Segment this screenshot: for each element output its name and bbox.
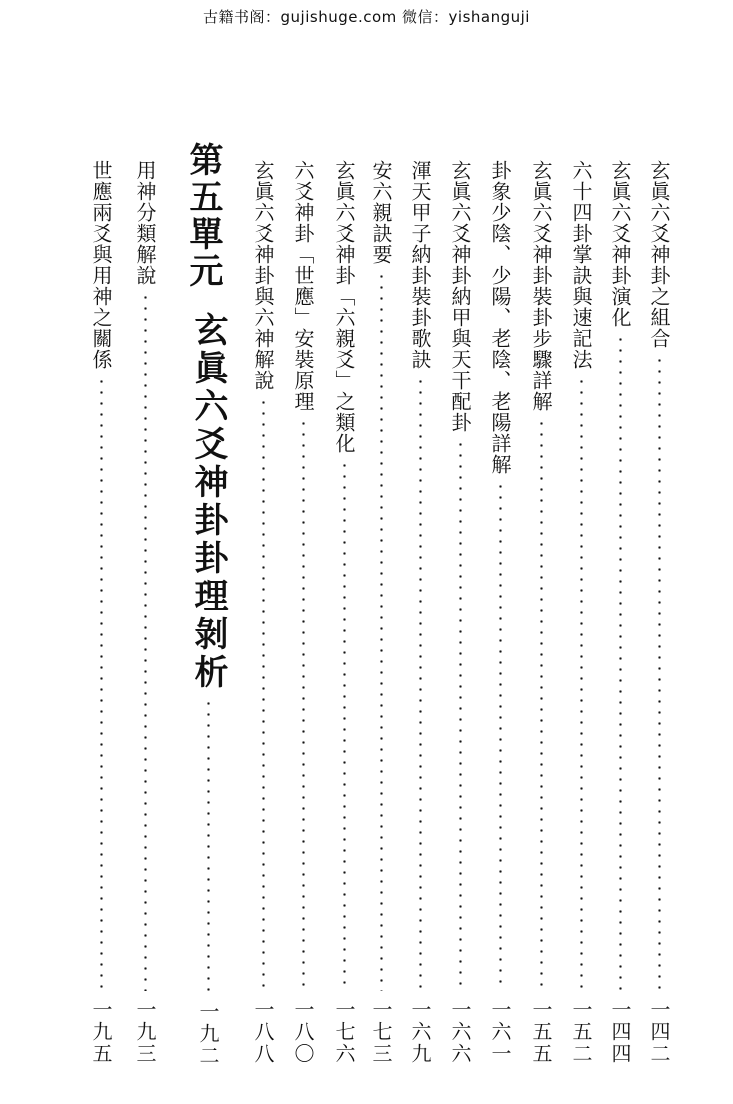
toc-entry-page: 一四四 — [608, 999, 632, 1065]
toc-entry[interactable] — [528, 160, 554, 1065]
toc-entry[interactable] — [88, 160, 114, 1065]
toc-entry[interactable] — [607, 160, 633, 1065]
toc-entry-page: 一五二 — [569, 999, 593, 1065]
toc-entry[interactable] — [447, 160, 473, 1065]
toc-entry[interactable] — [368, 160, 394, 1065]
toc-entry[interactable] — [132, 160, 158, 1065]
toc-entry-page: 一九二 — [196, 1001, 220, 1067]
toc-entry-title: 渾天甲子納卦裝卦歌訣 — [408, 160, 432, 370]
toc-entry[interactable] — [407, 160, 433, 1065]
toc-entry-page: 一七六 — [332, 999, 356, 1065]
dot-leader — [658, 355, 661, 991]
unit-heading: 第五單元 — [183, 142, 223, 290]
toc-entry-page: 一五五 — [529, 999, 553, 1065]
dot-leader — [262, 397, 265, 991]
dot-leader — [499, 481, 502, 991]
toc-entry-title: 用神分類解說 — [133, 160, 157, 286]
toc-entry-page: 一八〇 — [291, 999, 315, 1065]
toc-entry[interactable] — [331, 160, 357, 1065]
toc-entry-title: 玄眞六爻神卦卦理剝析 — [188, 312, 228, 692]
dot-leader — [580, 376, 583, 991]
toc-entry-page: 一四二 — [647, 999, 671, 1065]
toc-entry[interactable] — [290, 160, 316, 1065]
dot-leader — [343, 460, 346, 991]
dot-leader — [302, 418, 305, 991]
toc-entry-title: 玄眞六爻神卦與六神解說 — [251, 160, 275, 391]
toc-entry-unit-title[interactable] — [182, 312, 234, 1067]
toc-entry-title: 安六親訣要 — [369, 160, 393, 265]
toc-entry-title: 玄眞六爻神卦納甲與天干配卦 — [448, 160, 472, 433]
toc-entry[interactable] — [568, 160, 594, 1065]
toc-entry-title: 卦象少陰、少陽、老陰、老陽詳解 — [488, 160, 512, 475]
dot-leader — [380, 271, 383, 991]
dot-leader — [619, 334, 622, 991]
toc-entry-title: 世應兩爻與用神之關係 — [89, 160, 113, 370]
toc-entry-title: 六爻神卦「世應」安裝原理 — [291, 160, 315, 412]
dot-leader — [144, 292, 147, 991]
toc-entry-page: 一八八 — [251, 999, 275, 1065]
toc-entry-page: 一九三 — [133, 999, 157, 1065]
dot-leader — [419, 376, 422, 991]
toc-entry-title: 玄眞六爻神卦之組合 — [647, 160, 671, 349]
toc-entry-page: 一九五 — [89, 999, 113, 1065]
toc-entry-title: 玄眞六爻神卦演化 — [608, 160, 632, 328]
dot-leader — [207, 698, 210, 993]
toc-entry-page: 一六六 — [448, 999, 472, 1065]
toc-entry[interactable] — [646, 160, 672, 1065]
toc-entry-title: 六十四卦掌訣與速記法 — [569, 160, 593, 370]
toc-entry-title: 玄眞六爻神卦裝卦步驟詳解 — [529, 160, 553, 412]
toc-entry-title: 玄眞六爻神卦「六親爻」之類化 — [332, 160, 356, 454]
toc-entry[interactable] — [250, 160, 276, 1065]
toc-entry-page: 一七三 — [369, 999, 393, 1065]
watermark-header: 古籍书阁：gujishuge.com 微信：yishanguji — [203, 8, 530, 26]
dot-leader — [459, 439, 462, 991]
toc-entry-page: 一六九 — [408, 999, 432, 1065]
dot-leader — [100, 376, 103, 991]
toc-entry[interactable] — [487, 160, 513, 1065]
toc-entry-page: 一六一 — [488, 999, 512, 1065]
dot-leader — [540, 418, 543, 991]
